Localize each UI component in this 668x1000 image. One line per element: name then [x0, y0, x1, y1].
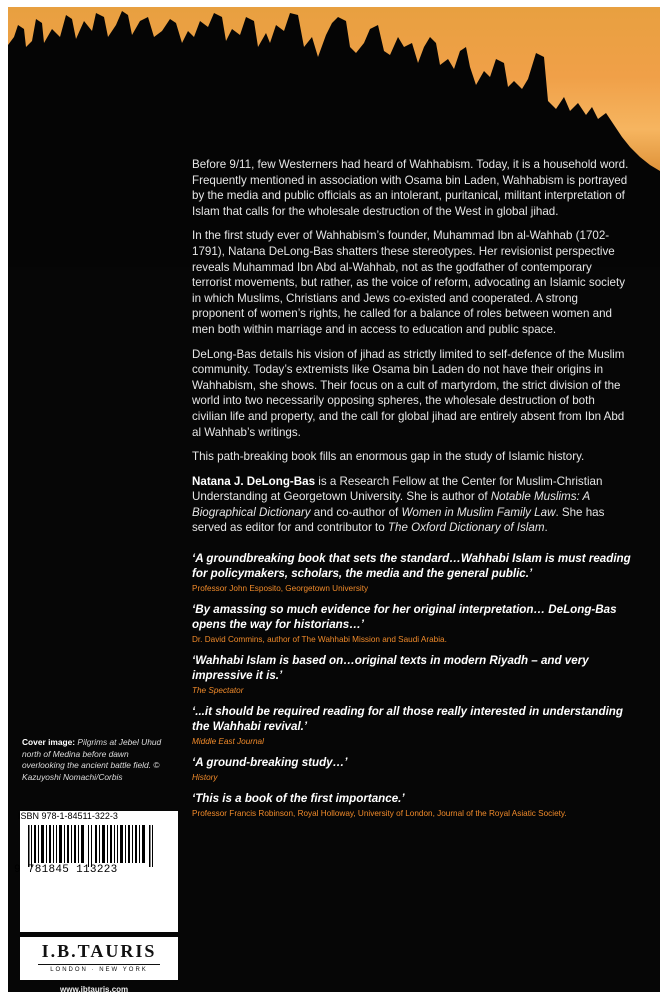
quote-source: Middle East Journal: [192, 737, 264, 747]
quote-source: History: [192, 773, 218, 783]
quote-source: Professor Francis Robinson, Royal Holloway, University of London, Journal of the Royal Asiatic Society.: [192, 809, 567, 819]
paragraph: This path-breaking book fills an enormous gap in the study of Islamic history.: [192, 450, 585, 464]
paragraph: In the first study ever of Wahhabism’s founder, Muhammad Ibn al-Wahhab (1702-1791), Natana DeLong-Bas shatters these stereotypes. Her revisionist perspective reveals Muhammad Ibn Abd al-Wahhab, not as the godfather of contemporary terrorist movements, but rather, as the voice of reform, advocating an Islamic society in which Muslims, Christians and Jews co-existed and cooperated. A strong proponent of women’s rights, he called for a balance of roles between women and men both within marriage and in access to education and public space.: [192, 229, 626, 336]
publisher-name: I.B.TAURIS: [41, 941, 157, 961]
quote-source: Professor John Esposito, Georgetown University: [192, 584, 369, 594]
review-quote: [192, 791, 632, 820]
quote-text: ‘By amassing so much evidence for her original interpretation… DeLong-Bas opens the way for historians…’: [192, 603, 617, 632]
credit-text: Pilgrims at Jebel Uhud north of Medina before dawn overlooking the ancient battle field. © Kazuyoshi Nomachi/Corbis: [22, 737, 162, 782]
author-bio: Natana J. DeLong-Bas is a Research Fellow at the Center for Muslim-Christian Understanding at Georgetown University. She is author of Notable Muslims: A Biographical Dictionary and co-author of Women in Muslim Family Law. She has served as editor for and contributor to The Oxford Dictionary of Islam.: [192, 474, 605, 535]
publisher-website[interactable]: www.ibtauris.com: [60, 985, 129, 992]
quote-text: ‘Wahhabi Islam is based on…original texts in modern Riyadh – and very impressive it is.’: [192, 654, 589, 683]
review-quote: [192, 551, 632, 595]
book-title: Women in Muslim Family Law: [401, 505, 556, 519]
publisher-logo: [20, 937, 178, 980]
book-title: The Oxford Dictionary of Islam: [387, 521, 545, 535]
quote-text: ‘A ground-breaking study…’: [192, 756, 348, 770]
review-quote: [192, 653, 632, 697]
quote-text: ‘A groundbreaking book that sets the standard…Wahhabi Islam is must reading for policymakers, scholars, the media and the general public.’: [192, 552, 631, 581]
author-name: Natana J. DeLong-Bas: [192, 474, 316, 488]
quote-text: ‘This is a book of the first importance.’: [192, 792, 405, 806]
paragraph: DeLong-Bas details his vision of jihad as strictly limited to self-defence of the Muslim community. Today’s extremists like Osama bin Laden do not have their origins in Wahhabism, she shows. Their focus on a cult of martyrdom, the strict division of the world into two necessarily opposing spheres, the wholesale destruction of both civilian life and property, and the call for global jihad are entirely absent from Ibn Abd al Wahhab’s writings.: [192, 347, 625, 439]
blurb: [192, 157, 632, 827]
book-title: Notable Muslims: A Biographical Dictionary: [192, 490, 590, 519]
credit-label: Cover image:: [22, 737, 76, 747]
quote-source: The Spectator: [192, 686, 244, 696]
quote-text: ‘...it should be required reading for all those really interested in understanding the Wahhabi revival.’: [192, 705, 623, 734]
isbn: ISBN 978-1-84511-322-3: [18, 811, 118, 821]
review-quote: [192, 602, 632, 646]
publisher-cities: LONDON · NEW YORK: [38, 964, 160, 973]
cover-image-credit: [22, 737, 172, 783]
barcode: [28, 825, 158, 867]
barcode-number: 9 781845 113223: [14, 864, 118, 876]
paragraph: Before 9/11, few Westerners had heard of Wahhabism. Today, it is a household word. Frequently mentioned in association with Osama bin Laden, Wahhabism is portrayed by the media and public officials as an intolerant, puritanical, militant interpretation of Islam that calls for the wholesale destruction of the West in global jihad.: [192, 158, 629, 218]
review-quote: [192, 704, 632, 748]
review-quote: [192, 755, 632, 784]
quote-source: Dr. David Commins, author of The Wahhabi Mission and Saudi Arabia.: [192, 635, 447, 645]
back-cover: [8, 7, 660, 992]
